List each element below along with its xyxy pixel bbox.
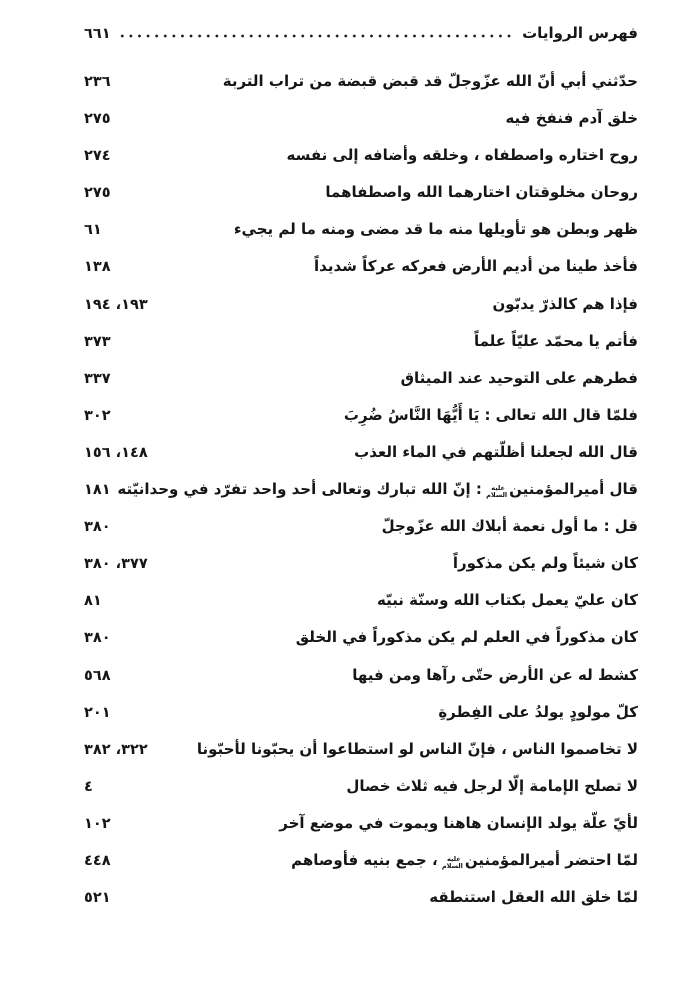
entry-page-number: ٣٨٠ xyxy=(84,630,111,647)
entry-page-number: ٣٠٢ xyxy=(84,407,111,424)
entry-text: لأيّ علّة يولد الإنسان هاهنا ويموت في موضع آخر xyxy=(279,813,638,832)
entry-text: قال أميرالمؤمنينعليه السلام : إنّ الله تبارك وتعالى أحد واحد تفرّد في وحدانيّته xyxy=(117,480,638,500)
entry-text: روح اختاره واصطفاه ، وخلقه وأضافه إلى نفسه xyxy=(286,146,638,165)
entry-text: لمّا احتضر أميرالمؤمنينعليه السلام ، جمع بنيه فأوصاهم xyxy=(291,850,638,870)
index-entry xyxy=(84,146,638,183)
index-entry xyxy=(84,703,638,740)
entry-page-number: ١٨١ xyxy=(84,482,111,499)
index-entry xyxy=(84,443,638,480)
entry-text: كشط له عن الأرض حتّى رآها ومن فيها xyxy=(352,665,638,684)
entry-text: كان شيئاً ولم يكن مذكوراً xyxy=(452,554,638,573)
entry-text: كلّ مولودٍ يولدُ على الفِطرةِ xyxy=(438,702,638,721)
entry-text: فأتم يا محمّد عليّاً علماً xyxy=(473,331,638,350)
entry-text: قل : ما أول نعمة أبلاك الله عزّوجلّ xyxy=(381,517,638,536)
index-entry xyxy=(84,851,638,888)
entry-text: كان عليّ يعمل بكتاب الله وسنّة نبيّه xyxy=(376,591,638,610)
entry-text: خلق آدم فنفخ فيه xyxy=(505,109,638,128)
page-title: فهرس الروايات xyxy=(522,24,638,42)
index-entry xyxy=(84,591,638,628)
entry-page-number: ٢٧٤ xyxy=(84,148,111,165)
index-entry xyxy=(84,220,638,257)
entry-text: روحان مخلوقتان اختارهما الله واصطفاهما xyxy=(325,183,638,202)
entry-page-number: ٦١ xyxy=(84,222,102,239)
entry-page-number: ٤٤٨ xyxy=(84,852,111,869)
index-entry xyxy=(84,183,638,220)
entry-page-number: ١٣٨ xyxy=(84,259,111,276)
entry-page-number: ٣٣٧ xyxy=(84,370,111,387)
entry-text: لمّا خلق الله العقل استنطقه xyxy=(429,888,638,907)
index-entry xyxy=(84,480,638,517)
index-entry xyxy=(84,406,638,443)
index-entry xyxy=(84,109,638,146)
entry-page-number: ٣٧٣ xyxy=(84,333,111,350)
entry-page-number: ٨١ xyxy=(84,593,102,610)
entry-page-number: ١٩٣، ١٩٤ xyxy=(84,296,148,313)
entry-text: حدّثني أبي أنّ الله عزّوجلّ قد قبض قبضة من تراب التربة xyxy=(222,72,638,90)
index-entry xyxy=(84,257,638,294)
index-entry xyxy=(84,814,638,851)
index-header xyxy=(84,24,638,48)
index-entry xyxy=(84,777,638,814)
honorific-alayhi-salam-mark: عليه السلام xyxy=(486,484,508,500)
entry-page-number: ٣٢٢، ٣٨٢ xyxy=(84,741,148,758)
entry-text: فأخذ طينا من أديم الأرض فعركه عركاً شديداً xyxy=(314,257,638,276)
entry-page-number: ٥٦٨ xyxy=(84,667,111,684)
entry-page-number: ٤ xyxy=(84,778,93,795)
index-entry xyxy=(84,72,638,109)
entry-page-number: ١٠٢ xyxy=(84,815,111,832)
entry-page-number: ١٤٨، ١٥٦ xyxy=(84,444,148,461)
entries-list xyxy=(84,72,638,925)
entry-text: كان مذكوراً في العلم لم يكن مذكوراً في الخلق xyxy=(295,628,638,647)
entry-page-number: ٢٣٦ xyxy=(84,74,111,90)
entry-text: لا تخاصموا الناس ، فإنّ الناس لو استطاعوا أن يحبّونا لأحبّونا xyxy=(196,739,638,758)
index-entry xyxy=(84,666,638,703)
entry-text: فإذا هم كالذرّ يدبّون xyxy=(492,294,638,313)
entry-text: فلمّا قال الله تعالى : يَا أَيُّهَا النَّاسُ ضُرِبَ xyxy=(343,405,638,424)
entry-text: قال الله لجعلنا أظلّتهم في الماء العذب xyxy=(354,442,638,461)
header-page-number: ٦٦١ xyxy=(84,26,111,42)
entry-text: فطرهم على التوحيد عند الميثاق xyxy=(400,368,638,387)
dotted-leader xyxy=(118,30,516,42)
index-entry xyxy=(84,628,638,665)
entry-page-number: ٢٧٥ xyxy=(84,185,111,202)
entry-page-number: ٢٧٥ xyxy=(84,111,111,128)
index-entry xyxy=(84,332,638,369)
index-entry xyxy=(84,888,638,925)
entry-text: ظهر وبطن هو تأويلها منه ما قد مضى ومنه ما لم يجيء xyxy=(233,220,638,239)
entry-text: لا تصلح الإمامة إلّا لرجل فيه ثلاث خصال xyxy=(346,776,638,795)
index-entry xyxy=(84,369,638,406)
index-entry xyxy=(84,554,638,591)
entry-page-number: ٥٢١ xyxy=(84,890,111,907)
entry-page-number: ٢٠١ xyxy=(84,704,111,721)
entry-page-number: ٣٧٧، ٣٨٠ xyxy=(84,556,148,573)
honorific-alayhi-salam-mark: عليه السلام xyxy=(441,855,463,870)
index-entry xyxy=(84,295,638,332)
index-entry xyxy=(84,517,638,554)
entry-page-number: ٣٨٠ xyxy=(84,519,111,536)
index-entry xyxy=(84,740,638,777)
